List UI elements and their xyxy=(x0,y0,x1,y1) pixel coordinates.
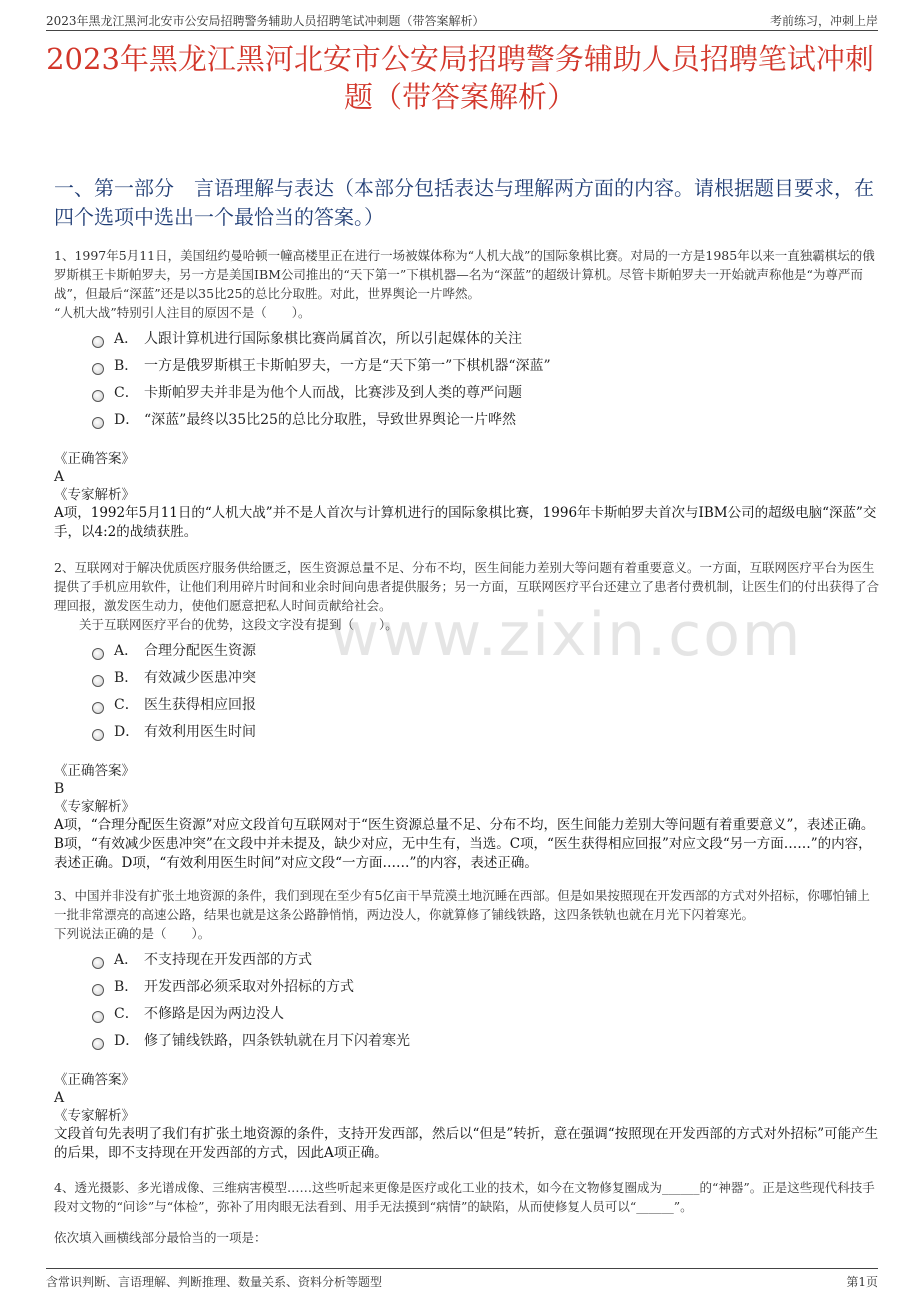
explain-label: 《专家解析》 xyxy=(54,799,135,815)
explain-text: A项，1992年5月11日的“人机大战”并不是人首次与计算机进行的国际象棋比赛，1996年卡斯帕罗夫首次与IBM公司的超级电脑“深蓝”交手，以4:2的战绩获胜。 xyxy=(54,505,877,540)
question-stem: 2、互联网对于解决优质医疗服务供给匮乏，医生资源总量不足、分布不均，医生间能力差别大等问题有着重要意义。一方面，互联网医疗平台为医生提供了手机应用软件，让他们利用碎片时间和业余时间向患者提供服务；另一方面，互联网医疗平台还建立了患者付费机制，让医生们的付出获得了合理回报，激发医生动力，使他们愿意把私人时间贡献给社会。 xyxy=(54,560,880,613)
answer-label: 《正确答案》 xyxy=(54,451,135,467)
answer-value: A xyxy=(54,1090,65,1106)
answer-label: 《正确答案》 xyxy=(54,763,135,779)
explain-text: 文段首句先表明了我们有扩张土地资源的条件，支持开发西部，然后以“但是”转折，意在强调“按照现在开发西部的方式对外招标”可能产生的后果，即不支持现在开发西部的方式，因此A项正确。 xyxy=(54,1126,879,1161)
answer-value: B xyxy=(54,781,65,797)
option-a[interactable]: A． 人跟计算机进行国际象棋比赛尚属首次，所以引起媒体的关注 xyxy=(92,326,880,353)
radio-icon[interactable] xyxy=(92,1011,104,1023)
option-d[interactable]: D． 有效利用医生时间 xyxy=(92,719,880,746)
option-c[interactable]: C． 不修路是因为两边没人 xyxy=(92,1001,880,1028)
question-ask: 关于互联网医疗平台的优势，这段文字没有提到（ ）。 xyxy=(54,617,398,632)
explain-label: 《专家解析》 xyxy=(54,1108,135,1124)
page-header xyxy=(46,10,878,31)
radio-icon[interactable] xyxy=(92,702,104,714)
question-4 xyxy=(54,1178,880,1247)
option-list xyxy=(92,326,880,434)
question-stem: 1、1997年5月11日，美国纽约曼哈顿一幢高楼里正在进行一场被媒体称为“人机大战”的国际象棋比赛。对局的一方是1985年以来一直独霸棋坛的俄罗斯棋王卡斯帕罗夫，另一方是美国IBM公司推出的“天下第一”下棋机器—名为“深蓝”的超级计算机。尽管卡斯帕罗夫一开始就声称他是“为尊严而战”，但最后“深蓝”还是以35比25的总比分取胜。对此，世界舆论一片哗然。 xyxy=(54,248,875,301)
radio-icon[interactable] xyxy=(92,729,104,741)
question-1 xyxy=(54,246,880,542)
question-ask: 下列说法正确的是（ ）。 xyxy=(54,926,211,941)
header-slogan: 考前练习，冲刺上岸 xyxy=(769,14,878,28)
section-heading: 一、第一部分 言语理解与表达（本部分包括表达与理解两方面的内容。请根据题目要求，在四个选项中选出一个最恰当的答案。） xyxy=(54,176,874,229)
option-text: “深蓝”最终以35比25的总比分取胜，导致世界舆论一片哗然 xyxy=(144,412,516,428)
question-stem: 4、透光摄影、多光谱成像、三维病害模型……这些听起来更像是医疗或化工业的技术，如今在文物修复圈成为______的“神器”。正是这些现代科技手段对文物的“问诊”与“体检”，弥补了用肉眼无法看到、用手无法摸到“病情”的缺陷，从而使修复人员可以“______”。 xyxy=(54,1180,875,1214)
option-text: 不修路是因为两边没人 xyxy=(144,1006,284,1022)
explain-label: 《专家解析》 xyxy=(54,487,135,503)
footer-note: 含常识判断、言语理解、判断推理、数量关系、资料分析等题型 xyxy=(46,1275,383,1289)
option-d[interactable]: D． “深蓝”最终以35比25的总比分取胜，导致世界舆论一片哗然 xyxy=(92,407,880,434)
radio-icon[interactable] xyxy=(92,363,104,375)
option-text: 医生获得相应回报 xyxy=(144,697,256,713)
option-text: 合理分配医生资源 xyxy=(144,643,256,659)
question-ask: 依次填入画横线部分最恰当的一项是： xyxy=(54,1230,267,1245)
radio-icon[interactable] xyxy=(92,648,104,660)
option-text: 开发西部必须采取对外招标的方式 xyxy=(144,979,354,995)
option-text: 有效减少医患冲突 xyxy=(144,670,256,686)
option-list xyxy=(92,947,880,1055)
radio-icon[interactable] xyxy=(92,675,104,687)
option-a[interactable]: A． 不支持现在开发西部的方式 xyxy=(92,947,880,974)
answer-value: A xyxy=(54,469,65,485)
option-list xyxy=(92,638,880,746)
option-text: 卡斯帕罗夫并非是为他个人而战，比赛涉及到人类的尊严问题 xyxy=(144,385,522,401)
option-text: 不支持现在开发西部的方式 xyxy=(144,952,312,968)
option-b[interactable]: B． 有效减少医患冲突 xyxy=(92,665,880,692)
option-text: 一方是俄罗斯棋王卡斯帕罗夫，一方是“天下第一”下棋机器“深蓝” xyxy=(144,358,551,374)
option-b[interactable]: B． 一方是俄罗斯棋王卡斯帕罗夫，一方是“天下第一”下棋机器“深蓝” xyxy=(92,353,880,380)
radio-icon[interactable] xyxy=(92,417,104,429)
question-ask: “人机大战”特别引人注目的原因不是（ ）。 xyxy=(54,305,311,320)
question-2 xyxy=(54,558,880,873)
explain-text: A项，“合理分配医生资源”对应文段首句互联网对于“医生资源总量不足、分布不均，医生间能力差别大等问题有着重要意义”，表述正确。B项，“有效减少医患冲突”在文段中并未提及，缺少对应，无中生有，当选。C项，“医生获得相应回报”对应文段“另一方面……”的内容，表述正确。D项，“有效利用医生时间”对应文段“一方面……”的内容，表述正确。 xyxy=(54,817,875,871)
radio-icon[interactable] xyxy=(92,984,104,996)
page-footer xyxy=(46,1268,878,1293)
option-b[interactable]: B． 开发西部必须采取对外招标的方式 xyxy=(92,974,880,1001)
option-c[interactable]: C． 医生获得相应回报 xyxy=(92,692,880,719)
radio-icon[interactable] xyxy=(92,390,104,402)
option-c[interactable]: C． 卡斯帕罗夫并非是为他个人而战，比赛涉及到人类的尊严问题 xyxy=(92,380,880,407)
radio-icon[interactable] xyxy=(92,336,104,348)
option-a[interactable]: A． 合理分配医生资源 xyxy=(92,638,880,665)
radio-icon[interactable] xyxy=(92,957,104,969)
radio-icon[interactable] xyxy=(92,1038,104,1050)
option-text: 修了铺线铁路，四条铁轨就在月下闪着寒光 xyxy=(144,1033,410,1049)
option-text: 人跟计算机进行国际象棋比赛尚属首次，所以引起媒体的关注 xyxy=(144,331,522,347)
watermark: www.zixin.com xyxy=(330,600,803,670)
page-number: 第1页 xyxy=(846,1275,878,1289)
option-d[interactable]: D． 修了铺线铁路，四条铁轨就在月下闪着寒光 xyxy=(92,1028,880,1055)
answer-label: 《正确答案》 xyxy=(54,1072,135,1088)
document-title: 2023年黑龙江黑河北安市公安局招聘警务辅助人员招聘笔试冲刺题（带答案解析） xyxy=(46,42,874,114)
option-text: 有效利用医生时间 xyxy=(144,724,256,740)
question-stem: 3、中国并非没有扩张土地资源的条件，我们到现在至少有5亿亩干旱荒漠土地沉睡在西部。但是如果按照现在开发西部的方式对外招标，你哪怕铺上一批非常漂亮的高速公路，结果也就是这条公路静悄悄，两边没人，你就算修了铺线铁路，这四条铁轨也就在月光下闪着寒光。 xyxy=(54,888,870,922)
header-doc-title: 2023年黑龙江黑河北安市公安局招聘警务辅助人员招聘笔试冲刺题（带答案解析） xyxy=(46,14,485,28)
question-3 xyxy=(54,886,880,1163)
